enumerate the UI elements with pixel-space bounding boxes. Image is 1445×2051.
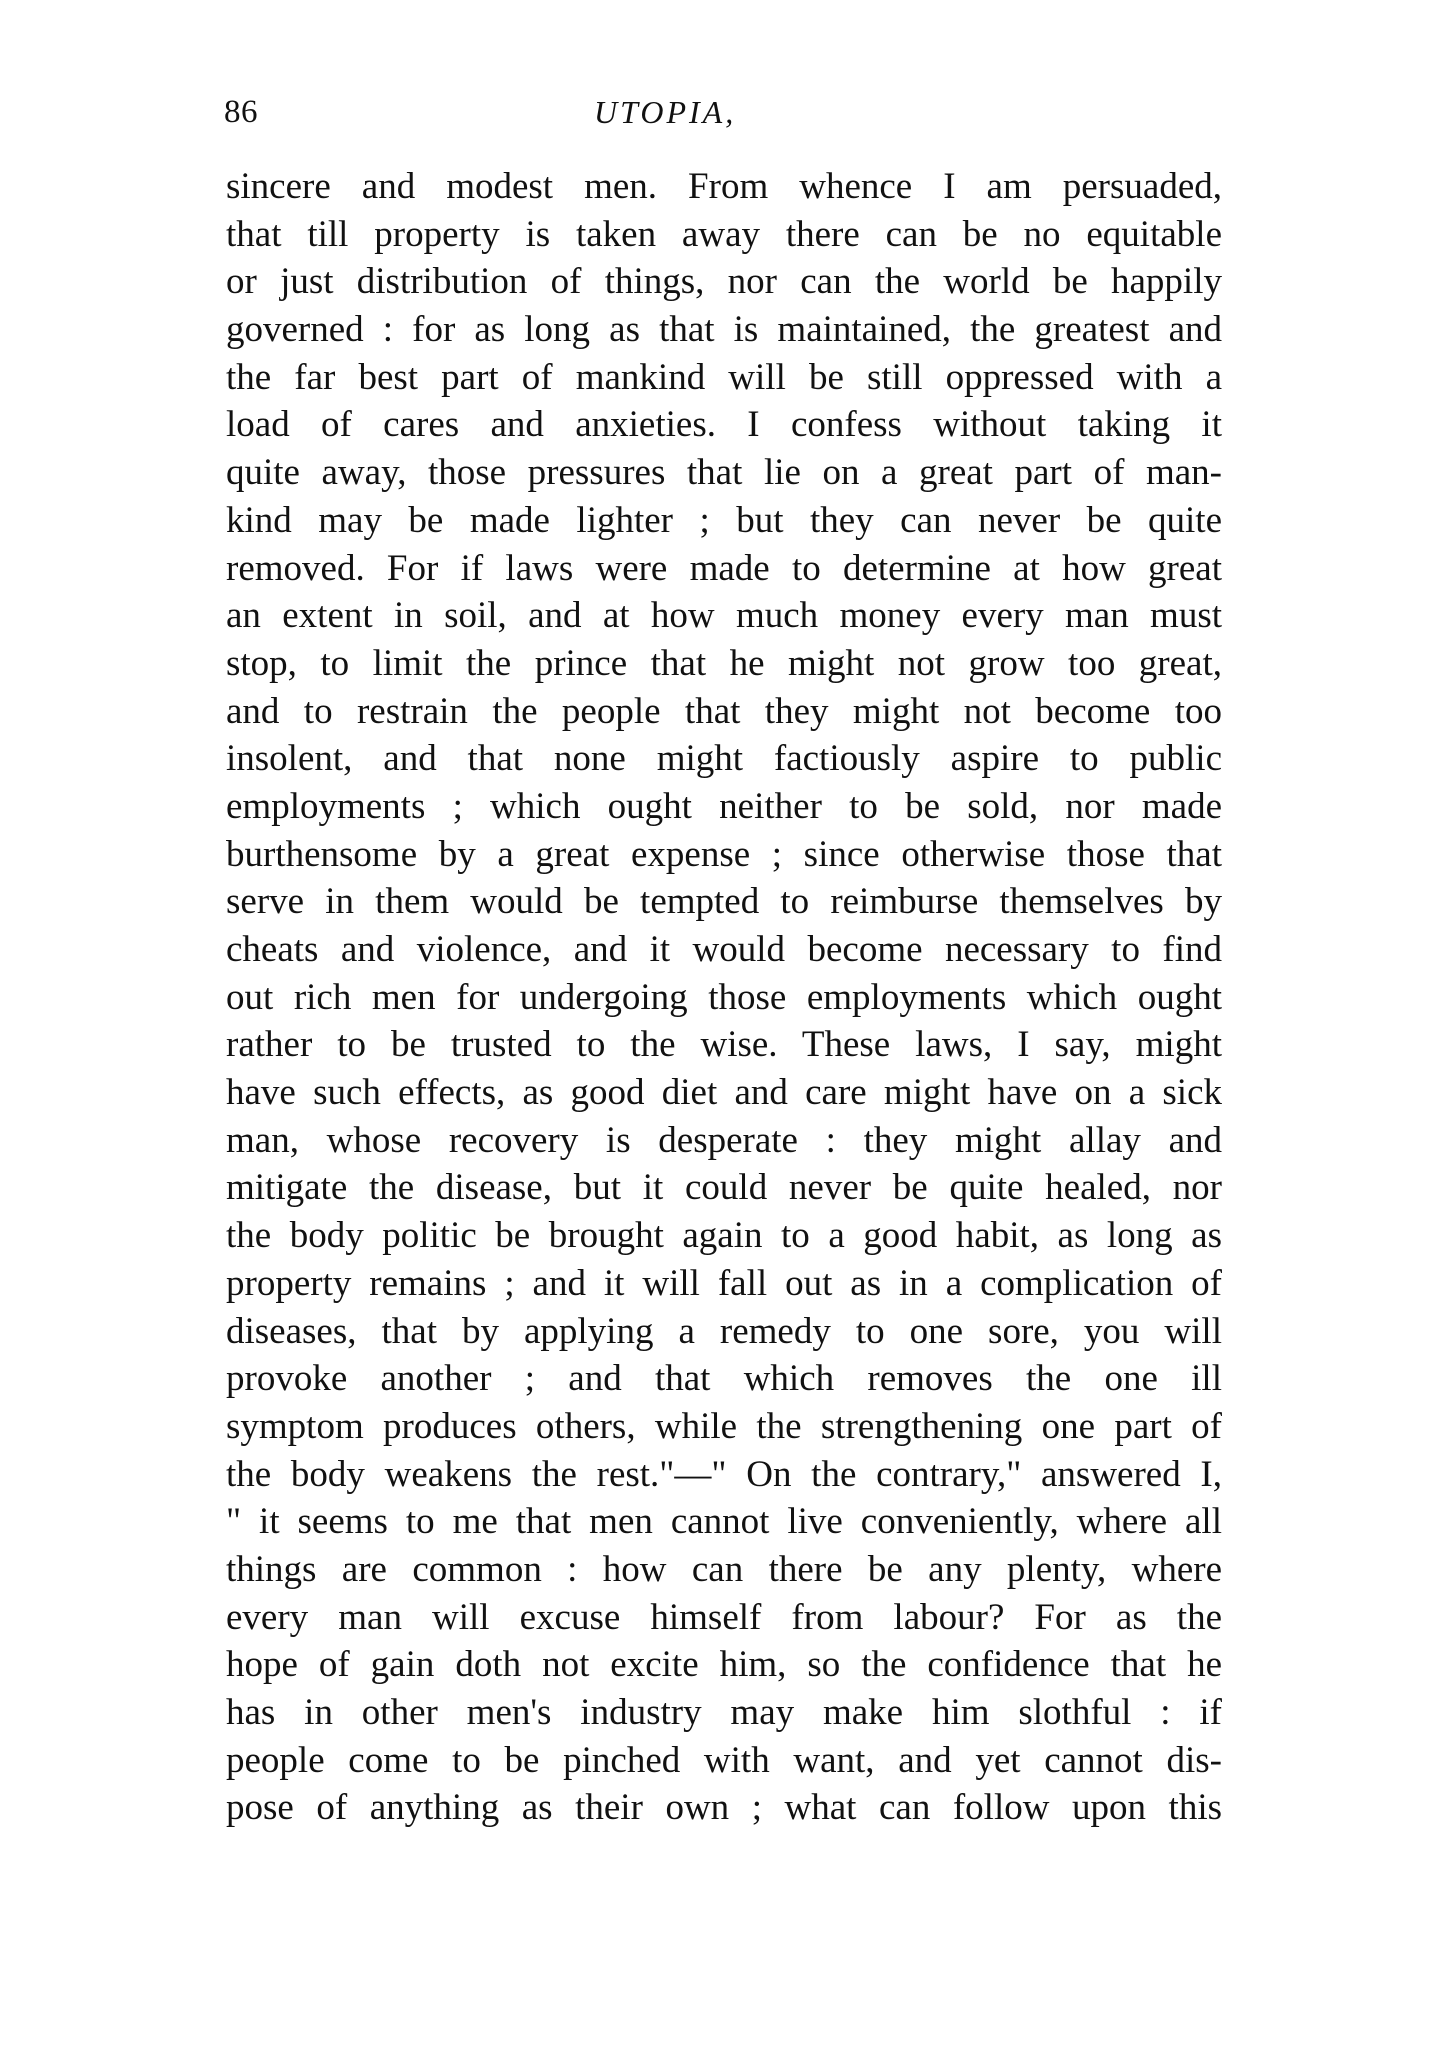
text-line: governed : for as long as that is maintained, the greatest and bbox=[226, 309, 1222, 351]
text-line: the far best part of mankind will be still oppressed with a bbox=[226, 356, 1222, 398]
text-line: and to restrain the people that they might not become too bbox=[226, 690, 1222, 732]
text-line: every man will excuse himself from labour? For as the bbox=[226, 1596, 1222, 1638]
text-line: serve in them would be tempted to reimburse themselves by bbox=[226, 881, 1222, 923]
text-line: rather to be trusted to the wise. These laws, I say, might bbox=[226, 1024, 1222, 1066]
text-line: insolent, and that none might factiously aspire to public bbox=[226, 738, 1222, 780]
text-line: stop, to limit the prince that he might not grow too great, bbox=[226, 642, 1222, 684]
text-line: people come to be pinched with want, and yet cannot dis- bbox=[226, 1739, 1222, 1781]
text-line: or just distribution of things, nor can the world be happily bbox=[226, 261, 1222, 303]
body-text bbox=[226, 163, 1222, 1832]
text-line: employments ; which ought neither to be sold, nor made bbox=[226, 785, 1222, 827]
page-number: 86 bbox=[224, 94, 258, 130]
text-line: quite away, those pressures that lie on a great part of man- bbox=[226, 452, 1222, 494]
text-line: symptom produces others, while the strengthening one part of bbox=[226, 1405, 1222, 1447]
text-line: hope of gain doth not excite him, so the confidence that he bbox=[226, 1644, 1222, 1686]
text-line: pose of anything as their own ; what can follow upon this bbox=[226, 1787, 1222, 1829]
text-line: burthensome by a great expense ; since otherwise those that bbox=[226, 833, 1222, 875]
text-line: load of cares and anxieties. I confess without taking it bbox=[226, 404, 1222, 446]
text-line: an extent in soil, and at how much money every man must bbox=[226, 595, 1222, 637]
text-line: " it seems to me that men cannot live conveniently, where all bbox=[226, 1501, 1222, 1543]
text-line: diseases, that by applying a remedy to one sore, you will bbox=[226, 1310, 1222, 1352]
text-line: has in other men's industry may make him slothful : if bbox=[226, 1692, 1222, 1733]
text-line: removed. For if laws were made to determine at how great bbox=[226, 547, 1222, 589]
text-line: the body weakens the rest."—" On the contrary," answered I, bbox=[226, 1453, 1222, 1495]
text-line: cheats and violence, and it would become necessary to find bbox=[226, 929, 1222, 970]
text-line: out rich men for undergoing those employments which ought bbox=[226, 976, 1222, 1018]
text-line: man, whose recovery is desperate : they might allay and bbox=[226, 1119, 1222, 1161]
text-line: have such effects, as good diet and care might have on a sick bbox=[226, 1072, 1222, 1114]
text-line: property remains ; and it will fall out as in a complication of bbox=[226, 1262, 1222, 1304]
text-line: kind may be made lighter ; but they can never be quite bbox=[226, 499, 1222, 541]
running-head bbox=[224, 92, 1216, 132]
text-line: sincere and modest men. From whence I am persuaded, bbox=[226, 166, 1222, 207]
text-line: the body politic be brought again to a good habit, as long as bbox=[226, 1215, 1222, 1257]
text-line: things are common : how can there be any plenty, where bbox=[226, 1548, 1222, 1590]
running-title: UTOPIA, bbox=[594, 94, 737, 130]
text-line: that till property is taken away there can be no equitable bbox=[226, 213, 1222, 255]
text-line: provoke another ; and that which removes the one ill bbox=[226, 1358, 1222, 1400]
text-line: mitigate the disease, but it could never be quite healed, nor bbox=[226, 1167, 1222, 1209]
